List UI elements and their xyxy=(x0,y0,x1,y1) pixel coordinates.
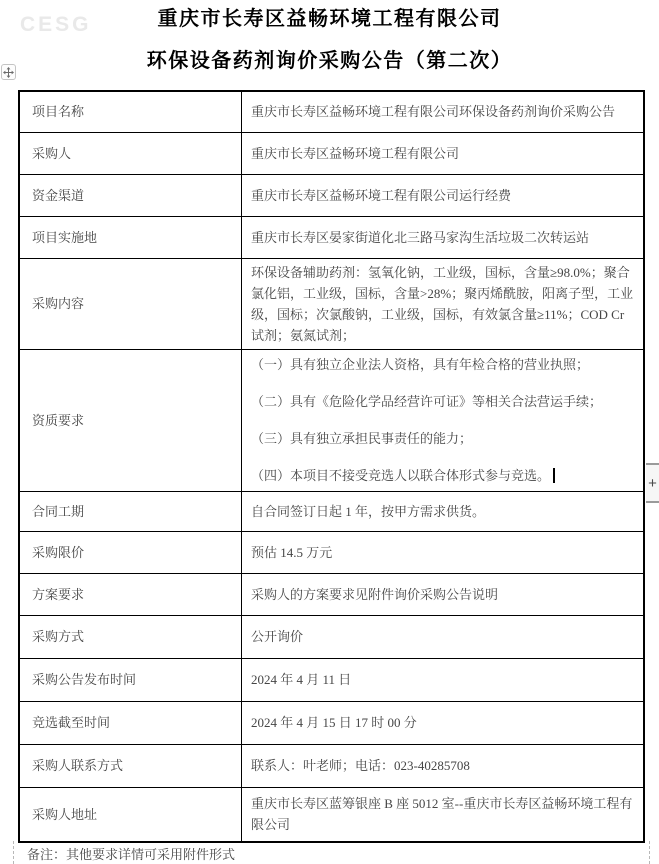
table-insert-button[interactable] xyxy=(646,463,659,503)
table-move-handle[interactable] xyxy=(1,64,16,80)
row-value: 公开询价 xyxy=(242,615,645,658)
requirement-item xyxy=(251,391,635,412)
table-row xyxy=(19,787,644,842)
row-value: 2024 年 4 月 15 日 17 时 00 分 xyxy=(242,701,645,744)
row-label: 采购方式 xyxy=(19,615,242,658)
row-value: 重庆市长寿区蓝筹银座 B 座 5012 室--重庆市长寿区益畅环境工程有限公司 xyxy=(242,787,645,842)
row-value: 自合同签订日起 1 年，按甲方需求供货。 xyxy=(242,491,645,531)
table-row xyxy=(19,658,644,701)
requirement-item xyxy=(251,465,635,486)
table-row xyxy=(19,701,644,744)
row-value: 重庆市长寿区晏家街道化北三路马家沟生活垃圾二次转运站 xyxy=(242,216,645,258)
row-value: 联系人：叶老师；电话：023-40285708 xyxy=(242,744,645,787)
document-title: 重庆市长寿区益畅环境工程有限公司 xyxy=(157,8,502,30)
procurement-info-table xyxy=(18,90,645,843)
text-cursor xyxy=(553,468,555,483)
requirement-item-text: （一）具有独立企业法人资格，具有年检合格的营业执照； xyxy=(251,357,590,372)
requirement-item xyxy=(251,354,635,375)
row-label: 项目名称 xyxy=(19,91,242,132)
row-label: 项目实施地 xyxy=(19,216,242,258)
table-row xyxy=(19,491,644,531)
row-label: 采购限价 xyxy=(19,531,242,573)
row-label: 资质要求 xyxy=(19,349,242,491)
plus-icon: + xyxy=(648,474,657,492)
table-row xyxy=(19,349,644,491)
table-row xyxy=(19,216,644,258)
requirement-item-text: （三）具有独立承担民事责任的能力； xyxy=(251,431,473,446)
row-label: 资金渠道 xyxy=(19,174,242,216)
row-value: 环保设备辅助药剂：氢氧化钠，工业级，国标，含量≥98.0%；聚合氯化铝，工业级，国标，含量>28%；聚丙烯酰胺，阳离子型，工业级，国标；次氯酸钠，工业级，国标，有效氯含量≥11%；COD Cr 试剂；氨氮试剂； xyxy=(242,258,645,349)
row-label: 合同工期 xyxy=(19,491,242,531)
table-row xyxy=(19,744,644,787)
table-row xyxy=(19,531,644,573)
table-row xyxy=(19,573,644,615)
table-row xyxy=(19,258,644,349)
table-row xyxy=(19,91,644,132)
row-value: 重庆市长寿区益畅环境工程有限公司运行经费 xyxy=(242,174,645,216)
row-value: 重庆市长寿区益畅环境工程有限公司 xyxy=(242,132,645,174)
row-label: 采购内容 xyxy=(19,258,242,349)
move-icon xyxy=(3,67,14,78)
footer-note xyxy=(13,841,650,864)
row-label: 竞选截至时间 xyxy=(19,701,242,744)
requirement-item-text: （四）本项目不接受竞选人以联合体形式参与竞选。 xyxy=(251,468,551,483)
row-label: 采购人 xyxy=(19,132,242,174)
row-label: 采购公告发布时间 xyxy=(19,658,242,701)
requirement-item xyxy=(251,428,635,449)
row-label: 方案要求 xyxy=(19,573,242,615)
row-value: 采购人的方案要求见附件询价采购公告说明 xyxy=(242,573,645,615)
row-value: 重庆市长寿区益畅环境工程有限公司环保设备药剂询价采购公告 xyxy=(242,91,645,132)
row-value: 2024 年 4 月 11 日 xyxy=(242,658,645,701)
row-label: 采购人地址 xyxy=(19,787,242,842)
row-value: 预估 14.5 万元 xyxy=(242,531,645,573)
watermark-text: CESG xyxy=(20,13,92,36)
footer-note-text: 备注：其他要求详情可采用附件形式 xyxy=(27,847,236,862)
requirement-item-text: （二）具有《危险化学品经营许可证》等相关合法营运手续； xyxy=(251,394,603,409)
table-row xyxy=(19,615,644,658)
table-row xyxy=(19,132,644,174)
row-value xyxy=(242,349,645,491)
document-subtitle: 环保设备药剂询价采购公告（第二次） xyxy=(146,50,513,72)
table-row xyxy=(19,174,644,216)
row-label: 采购人联系方式 xyxy=(19,744,242,787)
